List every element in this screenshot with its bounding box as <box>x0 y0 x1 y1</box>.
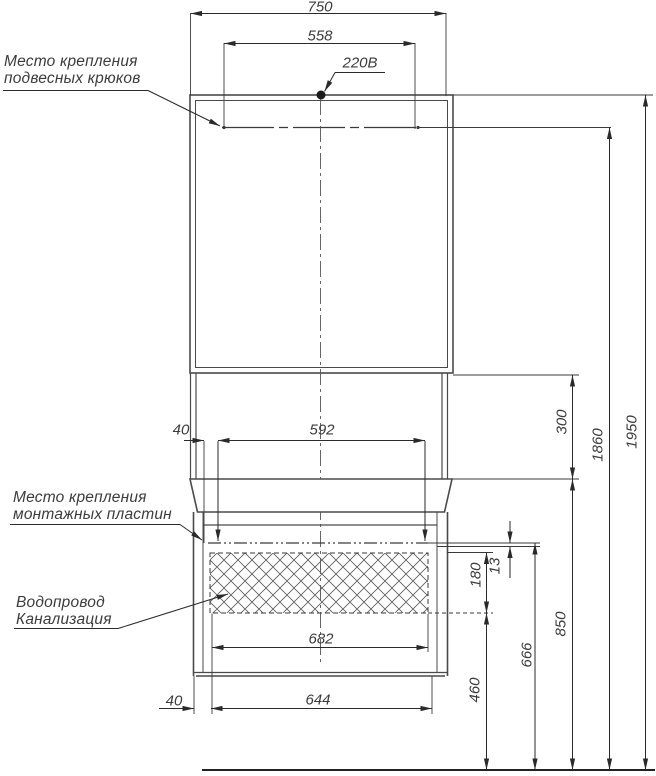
dim-13: 13 <box>486 557 504 575</box>
plates-note-leader <box>180 525 202 541</box>
power-label: 220В <box>342 54 378 72</box>
plumbing-note <box>16 594 112 628</box>
dim-40-top: 40 <box>172 421 190 439</box>
dim-1950: 1950 <box>623 415 641 449</box>
mirror-outer-frame <box>190 95 453 373</box>
hooks-note-leader <box>148 91 220 127</box>
mirror-inner-frame <box>196 101 448 368</box>
dim-750: 750 <box>307 0 333 16</box>
hooks-note <box>4 53 140 87</box>
dim-300: 300 <box>553 409 571 435</box>
plumbing-note-line2: Канализация <box>16 611 112 628</box>
dim-460: 460 <box>466 677 484 703</box>
washbasin <box>190 479 452 512</box>
dim-40-bottom: 40 <box>165 692 183 710</box>
dim-592: 592 <box>309 421 335 439</box>
hooks-note-line1: Место крепления <box>4 53 138 70</box>
dim-558: 558 <box>307 27 333 45</box>
dim-180: 180 <box>467 562 485 588</box>
plumbing-note-line1: Водопровод <box>16 594 105 611</box>
plates-note <box>13 489 172 523</box>
plates-note-line1: Место крепления <box>13 489 147 506</box>
plumbing-service-zone <box>210 553 428 613</box>
dim-682: 682 <box>308 630 334 648</box>
hooks-note-line2: подвесных крюков <box>4 70 141 87</box>
dim-850: 850 <box>552 611 570 637</box>
power-label-leader <box>325 73 336 92</box>
dim-644: 644 <box>305 691 331 709</box>
power-outlet-point <box>317 91 326 100</box>
dim-1860: 1860 <box>589 428 607 462</box>
dim-666: 666 <box>518 642 536 668</box>
plates-note-line2: монтажных пластин <box>13 506 172 523</box>
mirror-cabinet <box>190 95 453 373</box>
